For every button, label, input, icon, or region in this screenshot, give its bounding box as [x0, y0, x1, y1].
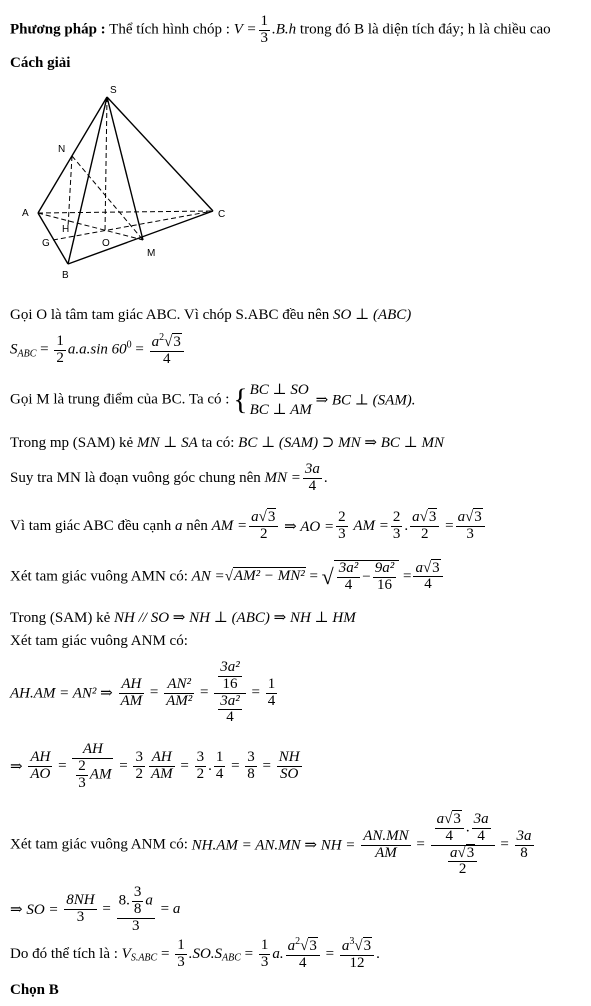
line-area: $S_{ABC}$ = $\frac{1}{2}$ a.a.sin $60^0$ = $\frac{a^2√3}{4}$ [10, 333, 186, 368]
label-c: C [218, 209, 226, 220]
label-b: B [62, 270, 69, 280]
line-ah-ratio: AH.AM = AN² ⇒ $\frac{AH}{AM}$ = $\frac{\text{AN²}}{\text{AM²}}$ = $\frac{\frac{\text{3a²}}{16}}{\frac{\text{3a²}}{4}}$ = $\frac{1}{4}$ [10, 659, 276, 726]
line-nh-so-ratio: ⇒ $\frac{AH}{AO}$ = AH $\frac{2}{3}$ AM = $\frac{3}{2}$ $\frac{AH}{AM}$ = $\frac{3}{2}$ . $\frac{1}{4}$ = $\frac{3}{8}$ = $\frac{NH}{SO}$ [10, 741, 300, 791]
answer: Chọn B [10, 982, 59, 998]
method-line: Phương pháp : Thể tích hình chóp : V = $\frac{1}{3}$ .B.h trong đó B là diện tích đáy; h là chiều cao [10, 13, 551, 46]
line-ao-length: Vì tam giác ABC đều cạnh a nên AM = $\frac{a√3}{2}$ ⇒ AO = $\frac{2}{3}$ AM = $\frac{2}{3}$ . $\frac{a√3}{2}$ = $\frac{a√3}{3}$ [10, 510, 487, 543]
line-nh-parallel: Trong (SAM) kẻ NH // SO ⇒ NH ⊥ (ABC) ⇒ NH ⊥ HM [10, 610, 356, 626]
line-mn-perp: Trong mp (SAM) kẻ MN ⊥ SA ta có: BC ⊥ (SAM) ⊃ MN ⇒ BC ⊥ MN [10, 435, 444, 451]
line-mn-length: Suy tra MN là đoạn vuông góc chung nên MN = $\frac{3a}{4}$ . [10, 461, 328, 494]
label-s: S [110, 85, 117, 96]
label-o: O [102, 238, 110, 249]
line-nh-length: Xét tam giác vuông ANM có: NH.AM = AN.MN ⇒ NH = $\frac{AN.MN}{AM}$ = $\frac{a√3}{4}$ . $\frac{3a}{4}$ $\frac{a√3}{2}$ = $\frac{3a}{8}$ [10, 811, 532, 878]
line-triangle-anm: Xét tam giác vuông ANM có: [10, 633, 188, 649]
line-an-length: Xét tam giác vuông AMN có: AN =√AM² − MN² = √ $\frac{\text{3a²}}{4}$ − $\frac{\text{9a²}}{16}$ = $\frac{a√3}{4}$ [10, 560, 445, 594]
label-n: N [58, 144, 66, 155]
line-so-length: ⇒ SO = $\frac{8NH}{3}$ = 8. $\frac{3}{8}$ a 3 = a [10, 884, 181, 934]
label-g: G [42, 238, 50, 249]
line-center-o: Gọi O là tâm tam giác ABC. Vì chóp S.ABC đều nên SO ⊥ (ABC) [10, 307, 412, 323]
solution-heading: Cách giải [10, 55, 71, 71]
pyramid-figure [10, 80, 230, 280]
label-a: A [22, 208, 29, 219]
label-h: H [62, 224, 70, 235]
method-label: Phương pháp : [10, 21, 106, 38]
fraction: $\frac{1}{3}$ [260, 13, 268, 46]
line-volume: Do đó thể tích là : $V_{S.ABC}$ = $\frac{1}{3}$ $.SO.S_{ABC}$ = $\frac{1}{3}$ a. $\frac{a^2√3}{4}$ = $\frac{a^3√3}{12}$ . [10, 936, 380, 971]
line-midpoint-m: Gọi M là trung điểm của BC. Ta có : { BC ⊥ SO BC ⊥ AM ⇒ BC ⊥ (SAM). [10, 382, 416, 418]
label-m: M [147, 248, 156, 259]
